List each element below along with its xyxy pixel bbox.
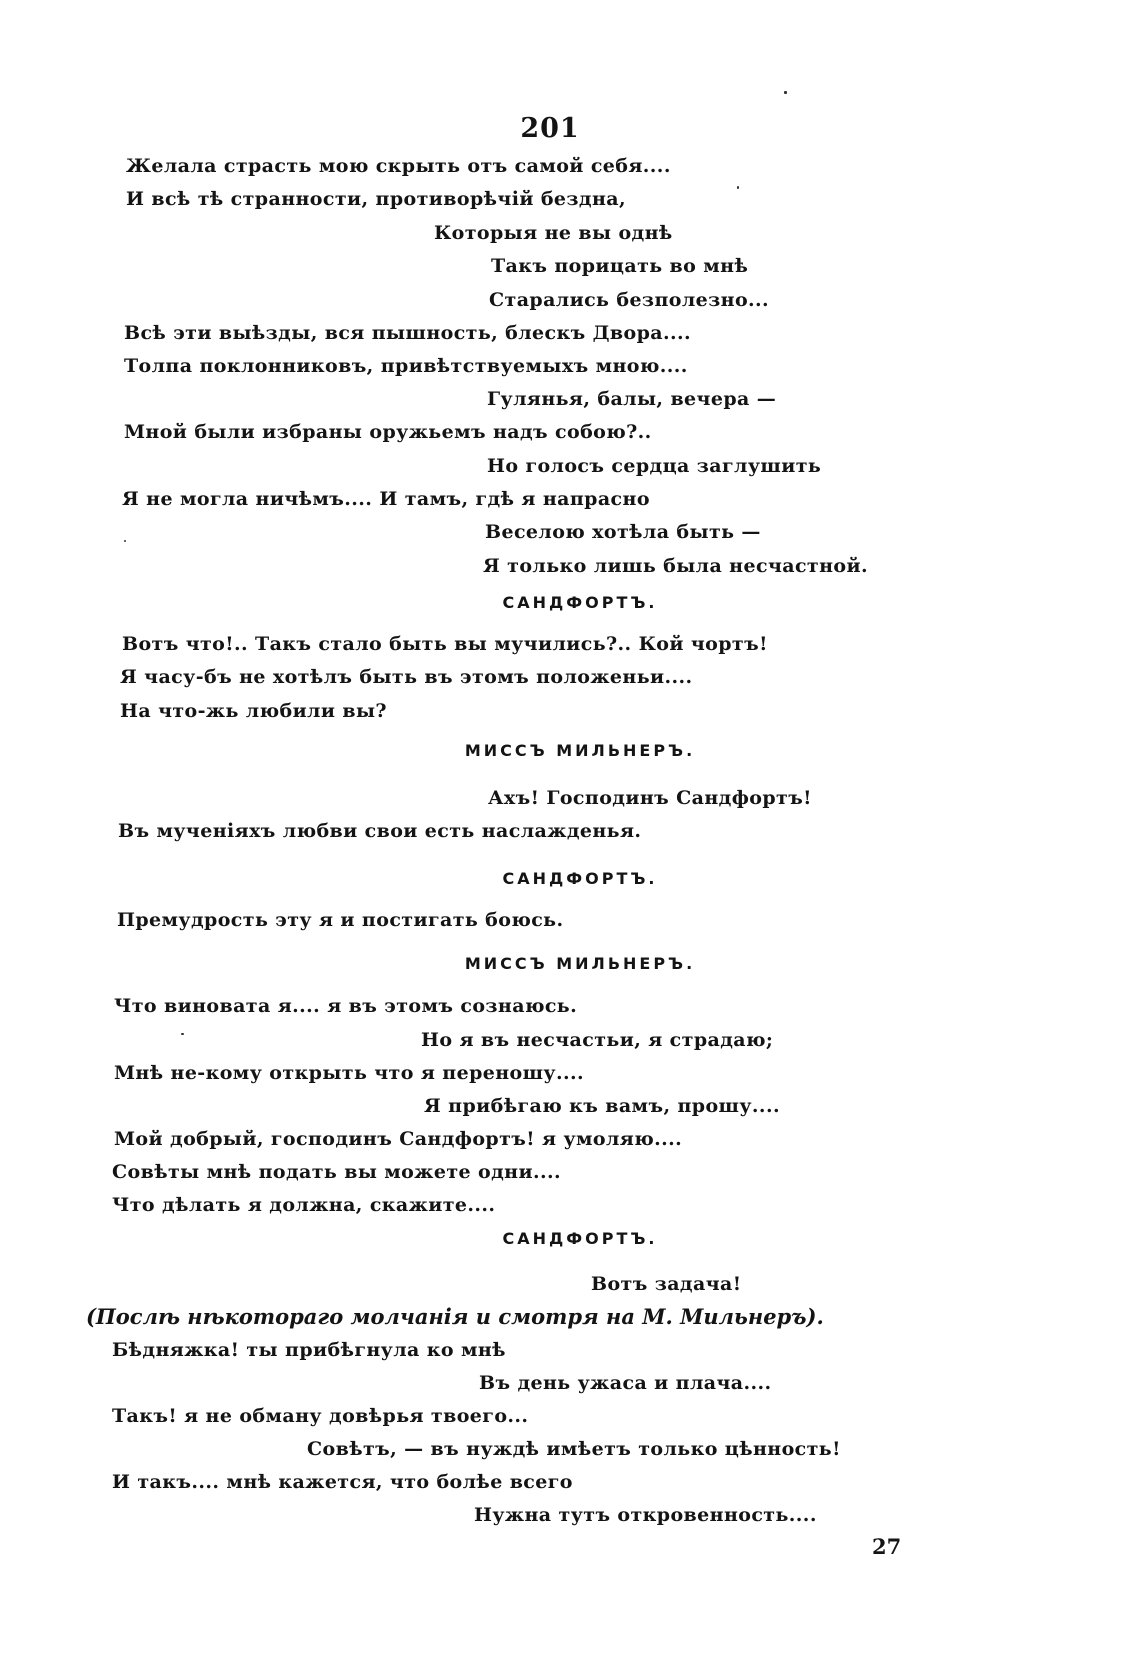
verse-line: На что-жь любили вы? bbox=[120, 700, 387, 722]
verse-line: Гулянья, балы, вечера — bbox=[487, 388, 777, 410]
verse-line: Которыя не вы однѣ bbox=[434, 222, 673, 244]
speaker-heading: САНДФОРТЪ. bbox=[502, 1229, 658, 1248]
speaker-heading: САНДФОРТЪ. bbox=[502, 593, 658, 612]
signature-mark: 27 bbox=[872, 1534, 902, 1559]
verse-line: Что дѣлать я должна, скажите.... bbox=[112, 1194, 496, 1216]
verse-line: Но голосъ сердца заглушить bbox=[487, 455, 822, 477]
verse-line: Такъ порицать во мнѣ bbox=[491, 255, 749, 277]
verse-line: Старались безполезно... bbox=[489, 289, 770, 311]
print-speck bbox=[737, 186, 739, 189]
verse-line: Толпа поклонниковъ, привѣтствуемыхъ мною.... bbox=[124, 355, 688, 377]
print-speck bbox=[124, 540, 126, 542]
stage-direction: (Послѣ нѣкотораго молчанія и смотря на М. Мильнеръ). bbox=[86, 1304, 824, 1329]
verse-line: Бѣдняжка! ты прибѣгнула ко мнѣ bbox=[112, 1339, 506, 1361]
print-speck bbox=[784, 91, 787, 94]
speaker-heading: САНДФОРТЪ. bbox=[502, 869, 658, 888]
verse-line: Я часу-бъ не хотѣлъ быть въ этомъ положеньи.... bbox=[120, 666, 693, 688]
verse-line: Всѣ эти выѣзды, вся пышность, блескъ Двора.... bbox=[124, 322, 692, 344]
verse-line: Вотъ что!.. Такъ стало быть вы мучились?.. Кой чортъ! bbox=[122, 633, 768, 655]
verse-line: Желала страсть мою скрыть отъ самой себя.... bbox=[126, 155, 671, 177]
page-number: 201 bbox=[520, 113, 580, 144]
verse-line: Нужна тутъ откровенность.... bbox=[474, 1504, 817, 1526]
verse-line: Я прибѣгаю къ вамъ, прошу.... bbox=[424, 1095, 780, 1117]
verse-line: Вотъ задача! bbox=[591, 1273, 742, 1295]
verse-line: Я не могла ничѣмъ.... И тамъ, гдѣ я напрасно bbox=[122, 488, 650, 510]
verse-line: Совѣтъ, — въ нуждѣ имѣетъ только цѣнность! bbox=[307, 1438, 841, 1460]
print-speck bbox=[181, 1033, 184, 1035]
verse-line: Такъ! я не обману довѣрья твоего... bbox=[112, 1405, 529, 1427]
verse-line: Мнѣ не-кому открыть что я переношу.... bbox=[114, 1062, 585, 1084]
speaker-heading: МИССЪ МИЛЬНЕРЪ. bbox=[464, 741, 696, 760]
verse-line: И всѣ тѣ странности, противорѣчій бездна, bbox=[126, 188, 627, 210]
verse-line: Въ день ужаса и плача.... bbox=[479, 1372, 772, 1394]
verse-line: Но я въ несчастьи, я страдаю; bbox=[421, 1029, 774, 1051]
verse-line: Веселою хотѣла быть — bbox=[485, 521, 761, 543]
verse-line: Премудрость эту я и постигать боюсь. bbox=[117, 909, 564, 931]
verse-line: Мной были избраны оружьемъ надъ собою?.. bbox=[124, 421, 652, 443]
verse-line: Ахъ! Господинъ Сандфортъ! bbox=[488, 787, 812, 809]
verse-line: Я только лишь была несчастной. bbox=[483, 555, 868, 577]
verse-line: И такъ.... мнѣ кажется, что болѣе всего bbox=[112, 1471, 573, 1493]
verse-line: Мой добрый, господинъ Сандфортъ! я умоляю.... bbox=[114, 1128, 683, 1150]
verse-line: Совѣты мнѣ подать вы можете одни.... bbox=[112, 1161, 561, 1183]
speaker-heading: МИССЪ МИЛЬНЕРЪ. bbox=[464, 954, 696, 973]
verse-line: Что виновата я.... я въ этомъ сознаюсь. bbox=[114, 995, 578, 1017]
verse-line: Въ мученіяхъ любви свои есть наслажденья. bbox=[118, 820, 642, 842]
